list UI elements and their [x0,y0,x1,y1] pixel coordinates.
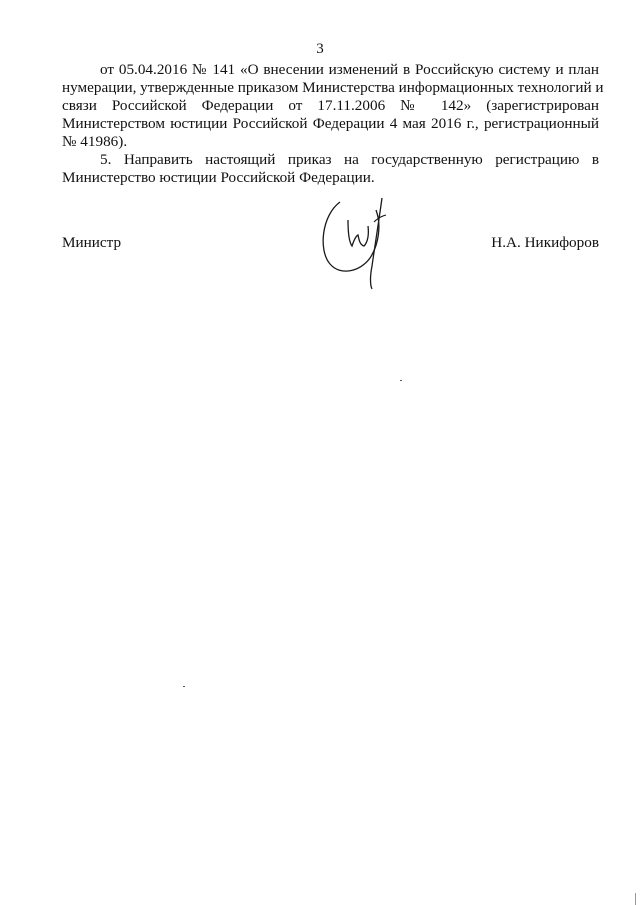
page-number: 3 [316,41,324,57]
paragraph-line: Министерством юстиции Российской Федерации 4 мая 2016 г., регистрационный [62,115,599,132]
scan-speck [400,380,402,381]
scan-edge-mark [635,893,636,905]
scan-speck [183,686,185,687]
signatory-position: Министр [62,234,122,251]
paragraph-line-last: № 41986). [62,133,128,150]
signatory-name: Н.А. Никифоров [491,234,599,251]
paragraph-line: нумерации, утвержденные приказом Министерства информационных технологий и [62,79,604,96]
paragraph-line: связи Российской Федерации от 17.11.2006 № 142» (зарегистрирован [62,97,599,114]
item-5-line-last: Министерство юстиции Российской Федерации. [62,169,375,186]
handwritten-signature-icon [312,190,392,290]
paragraph-line: от 05.04.2016 № 141 «О внесении изменений в Российскую систему и план [100,61,599,78]
item-5-line: 5. Направить настоящий приказ на государственную регистрацию в [100,151,599,168]
